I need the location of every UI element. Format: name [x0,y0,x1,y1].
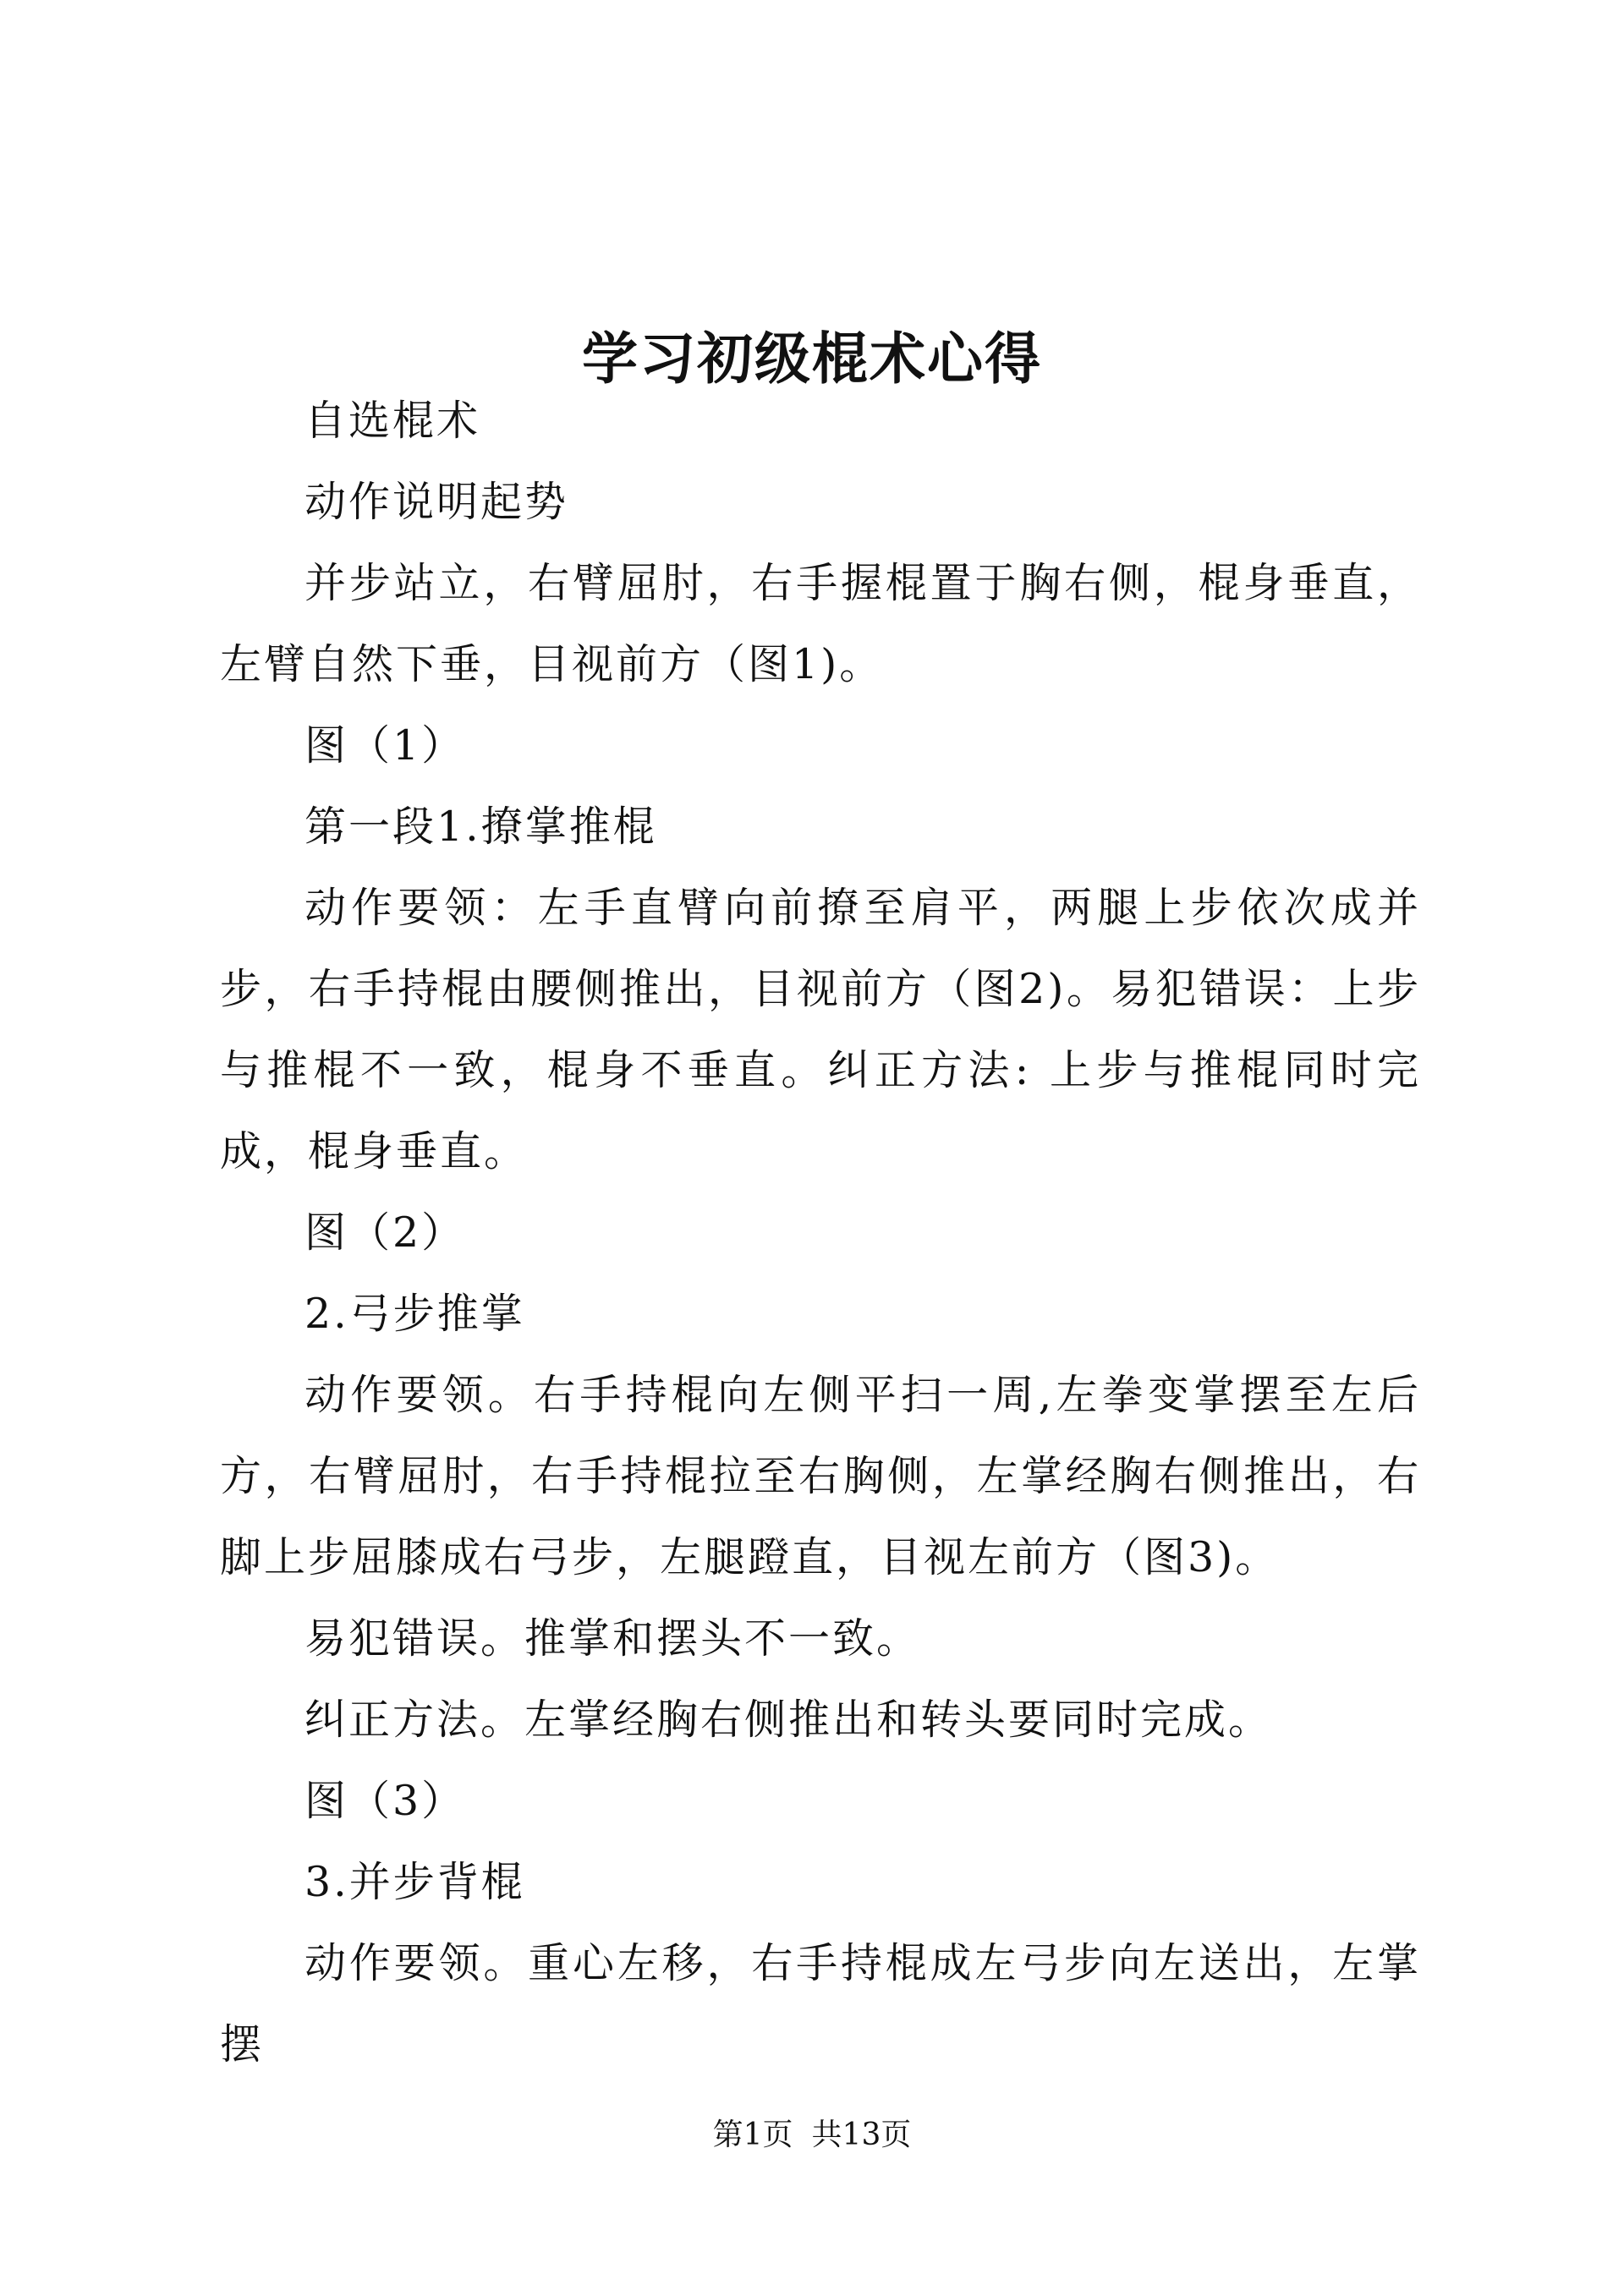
paragraph: 动作要领。右手持棍向左侧平扫一周,左拳变掌摆至左后方，右臂屈肘，右手持棍拉至右胸侧，左掌经胸右侧推出，右脚上步屈膝成右弓步，左腿蹬直，目视左前方（图3)。 [220,1371,1421,1581]
total-pages: 共13页 [811,2118,912,2152]
paragraph: 并步站立，右臂屈肘，右手握棍置于胸右侧，棍身垂直，左臂自然下垂，目视前方（图1)。 [220,559,1421,688]
paragraph: 易犯错误。推掌和摆头不一致。 [304,1614,921,1663]
page-number: 第1页 [712,2118,793,2152]
document-body [220,381,1421,2085]
paragraph: 动作要领。重心左移，右手持棍成左弓步向左送出，左掌摆 [220,1939,1421,2069]
paragraph: 动作说明起势 [304,478,569,526]
paragraph: 自选棍术 [304,397,481,445]
page-footer [0,2114,1624,2156]
figure-caption: 图（2） [304,1208,466,1257]
document-title: 学习初级棍术心得 [582,326,1042,392]
paragraph: 动作要领：左手直臂向前撩至肩平，两腿上步依次成并步，右手持棍由腰侧推出，目视前方（图2)。易犯错误：上步与推棍不一致，棍身不垂直。纠正方法: 上步与推棍同时完成，棍身垂直。 [220,884,1421,1175]
figure-caption: 图（3） [304,1777,466,1825]
figure-caption: 图（1） [304,721,466,770]
section-heading: 第一段1.撩掌推棍 [304,803,657,851]
paragraph: 纠正方法。左掌经胸右侧推出和转头要同时完成。 [304,1696,1273,1744]
section-heading: 2.弓步推掌 [304,1290,525,1338]
section-heading: 3.并步背棍 [304,1858,525,1906]
